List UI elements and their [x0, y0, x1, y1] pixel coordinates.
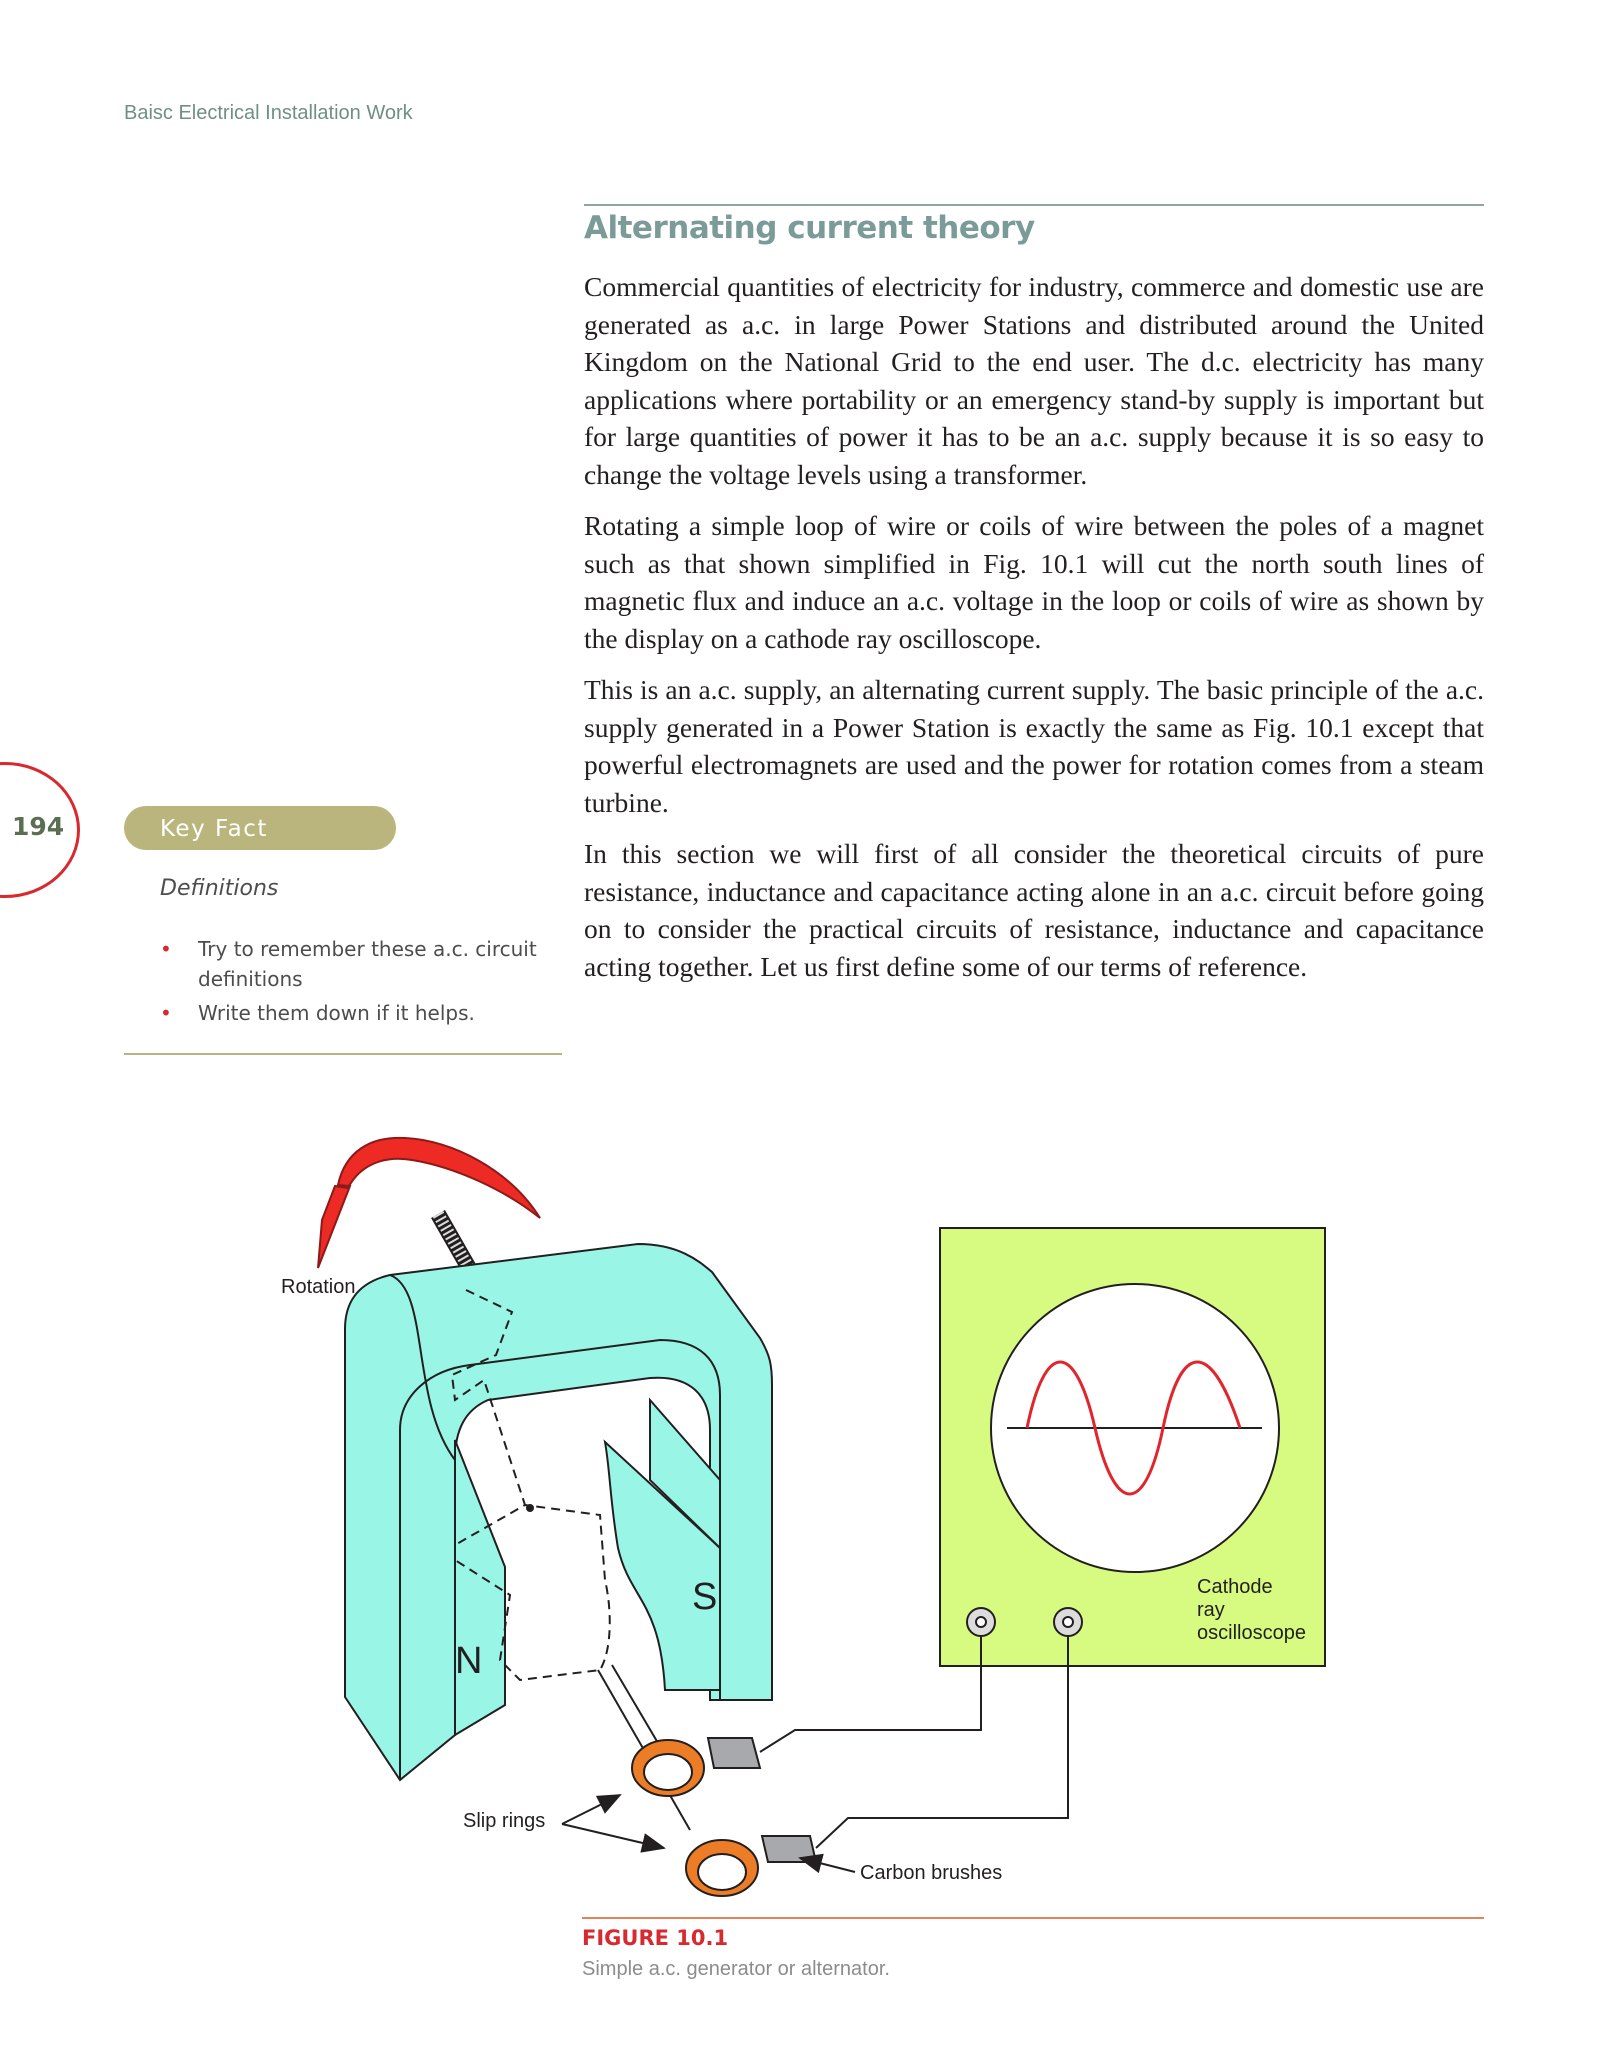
slip-ring	[632, 1740, 704, 1796]
oscilloscope-label-line: oscilloscope	[1197, 1622, 1306, 1644]
oscilloscope-label-line: Cathode	[1197, 1576, 1273, 1598]
magnet	[345, 1244, 772, 1780]
paragraph: Rotating a simple loop of wire or coils of wire between the poles of a magnet such as that shown simplified in Fig. 10.1 will cut the north south lines of magnetic flux and induce an a.c. voltage in the loop or coils of wire as shown by the display on a cathode ray oscilloscope.	[584, 510, 1484, 654]
list-item-text: Try to remember these a.c. circuit definitions	[198, 937, 537, 991]
rotation-label: Rotation	[281, 1276, 356, 1298]
carbon-brushes-label: Carbon brushes	[860, 1862, 1003, 1884]
slip-ring	[686, 1840, 758, 1896]
section-title: Alternating current theory	[584, 210, 1035, 246]
lead-wire	[816, 1636, 1068, 1848]
running-header: Baisc Electrical Installation Work	[124, 102, 413, 124]
figure-number: FIGURE 10.1	[582, 1926, 729, 1950]
carbon-brush	[708, 1738, 760, 1768]
page-number: 194	[12, 812, 65, 841]
key-fact-title: Key Fact	[160, 816, 268, 842]
slip-rings-label: Slip rings	[463, 1810, 546, 1832]
caption-rule	[582, 1917, 1484, 1919]
key-fact-subtitle: Definitions	[160, 876, 279, 901]
paragraph: This is an a.c. supply, an alternating current supply. The basic principle of the a.c. supply generated in a Power Station is exactly the same as Fig. 10.1 except that powerful electromagnets are used and the power for rotation comes from a steam turbine.	[584, 674, 1484, 818]
oscilloscope-label	[1197, 1576, 1306, 1645]
rotation-arrow-icon	[318, 1138, 540, 1268]
paragraph: In this section we will first of all consider the theoretical circuits of pure resistance, inductance and capacitance acting alone in an a.c. circuit before going on to consider the practical circuits of resistance, inductance and capacitance acting together. Let us first define some of our terms of reference.	[584, 838, 1484, 982]
north-pole-label: N	[455, 1640, 483, 1682]
coil-junction	[526, 1504, 534, 1512]
carbon-brush	[762, 1836, 816, 1862]
bullet-icon: •	[160, 937, 172, 961]
south-pole-label: S	[692, 1576, 718, 1618]
list-item-text: Write them down if it helps.	[198, 1001, 475, 1025]
bullet-icon: •	[160, 1001, 172, 1025]
oscilloscope-label-line: ray	[1197, 1599, 1225, 1621]
figure-caption: Simple a.c. generator or alternator.	[582, 1958, 890, 1980]
paragraph: Commercial quantities of electricity for industry, commerce and domestic use are generated as a.c. in large Power Stations and distributed around the United Kingdom on the National Grid to the end user. The d.c. electricity has many applications where portability or an emergency stand-by supply is important but for large quantities of power it has to be an a.c. supply because it is so easy to change the voltage levels using a transformer.	[584, 271, 1484, 490]
